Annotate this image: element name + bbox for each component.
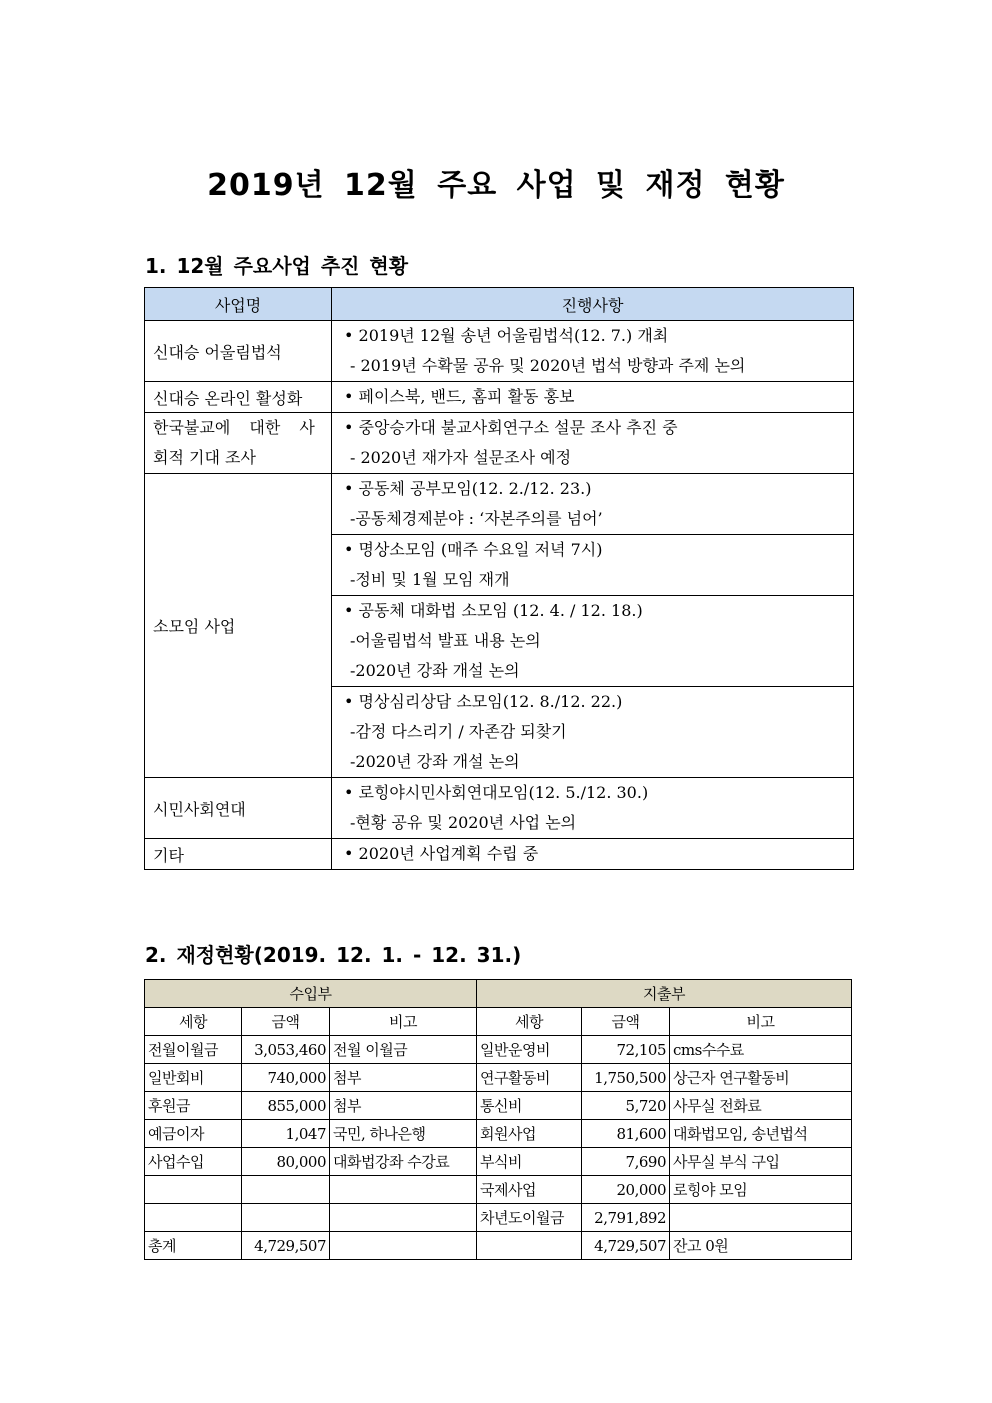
table-row [145, 1036, 852, 1064]
table-row [145, 1092, 852, 1120]
progress-cell [332, 413, 854, 474]
expense-item: 차년도이월금 [477, 1204, 582, 1232]
section-1-heading: 1. 12월 주요사업 추진 현황 [145, 254, 409, 278]
progress-line: • 중앙승가대 불교사회연구소 설문 조사 추진 중 [344, 418, 678, 437]
business-name-line: 회적 기대 조사 [153, 448, 256, 467]
progress-cell [332, 839, 854, 870]
column-header-item: 세항 [477, 1008, 582, 1036]
progress-line: -정비 및 1월 모임 재개 [350, 570, 510, 589]
expense-item [477, 1232, 582, 1260]
progress-cell [332, 687, 854, 778]
column-header-progress: 진행사항 [332, 288, 854, 321]
table-row [145, 413, 854, 474]
income-note: 국민, 하나은행 [330, 1120, 477, 1148]
progress-line: • 공동체 공부모임(12. 2./12. 23.) [344, 479, 592, 498]
income-amount: 855,000 [242, 1092, 330, 1120]
income-item: 총계 [145, 1232, 242, 1260]
progress-line: -현황 공유 및 2020년 사업 논의 [350, 813, 577, 832]
expense-amount: 7,690 [582, 1148, 670, 1176]
table-row [145, 1064, 852, 1092]
income-note: 전월 이월금 [330, 1036, 477, 1064]
business-name: 신대승 어울림법석 [145, 321, 332, 382]
progress-line: -공동체경제분야 : ‘자본주의를 넘어’ [350, 509, 603, 528]
progress-cell [332, 535, 854, 596]
expense-note: 사무실 전화료 [670, 1092, 852, 1120]
income-item [145, 1204, 242, 1232]
expense-amount: 4,729,507 [582, 1232, 670, 1260]
table-row [145, 1176, 852, 1204]
expense-item: 연구활동비 [477, 1064, 582, 1092]
income-note [330, 1232, 477, 1260]
table-row [145, 778, 854, 839]
business-progress-table [144, 287, 854, 870]
expense-item: 회원사업 [477, 1120, 582, 1148]
progress-line: • 명상소모임 (매주 수요일 저녁 7시) [344, 540, 603, 559]
business-name: 시민사회연대 [145, 778, 332, 839]
progress-line: - 2019년 수확물 공유 및 2020년 법석 방향과 주제 논의 [350, 356, 746, 375]
income-item: 일반회비 [145, 1064, 242, 1092]
income-item [145, 1176, 242, 1204]
table-row [145, 1120, 852, 1148]
table-row [145, 1204, 852, 1232]
expense-amount: 20,000 [582, 1176, 670, 1204]
income-note: 첨부 [330, 1064, 477, 1092]
business-name: 신대승 온라인 활성화 [145, 382, 332, 413]
income-item: 예금이자 [145, 1120, 242, 1148]
progress-line: • 로힝야시민사회연대모임(12. 5./12. 30.) [344, 783, 649, 802]
column-header-amount: 금액 [582, 1008, 670, 1036]
table-row [145, 382, 854, 413]
expense-amount: 5,720 [582, 1092, 670, 1120]
income-item: 사업수입 [145, 1148, 242, 1176]
income-amount: 3,053,460 [242, 1036, 330, 1064]
progress-line: -어울림법석 발표 내용 논의 [350, 631, 541, 650]
expense-header: 지출부 [477, 980, 852, 1008]
progress-line: -2020년 강좌 개설 논의 [350, 752, 520, 771]
expense-item: 국제사업 [477, 1176, 582, 1204]
expense-amount: 81,600 [582, 1120, 670, 1148]
expense-note: 로힝야 모임 [670, 1176, 852, 1204]
expense-note: 사무실 부식 구입 [670, 1148, 852, 1176]
expense-item: 부식비 [477, 1148, 582, 1176]
expense-amount: 1,750,500 [582, 1064, 670, 1092]
expense-note: 잔고 0원 [670, 1232, 852, 1260]
progress-cell [332, 778, 854, 839]
progress-cell [332, 321, 854, 382]
expense-amount: 2,791,892 [582, 1204, 670, 1232]
business-name [145, 413, 332, 474]
expense-note [670, 1204, 852, 1232]
column-header-note: 비고 [330, 1008, 477, 1036]
income-amount [242, 1204, 330, 1232]
column-header-row [145, 1008, 852, 1036]
income-amount: 740,000 [242, 1064, 330, 1092]
table-row [145, 474, 854, 535]
column-header-name: 사업명 [145, 288, 332, 321]
progress-line: • 2019년 12월 송년 어울림법석(12. 7.) 개최 [344, 326, 669, 345]
finance-table [144, 979, 852, 1260]
progress-cell [332, 596, 854, 687]
progress-line: • 공동체 대화법 소모임 (12. 4. / 12. 18.) [344, 601, 643, 620]
page-title: 2019년 12월 주요 사업 및 재정 현황 [207, 168, 785, 203]
progress-cell [332, 382, 854, 413]
income-header: 수입부 [145, 980, 477, 1008]
progress-line: - 2020년 재가자 설문조사 예정 [350, 448, 572, 467]
progress-line: -2020년 강좌 개설 논의 [350, 661, 520, 680]
income-note: 대화법강좌 수강료 [330, 1148, 477, 1176]
income-item: 전월이월금 [145, 1036, 242, 1064]
income-note [330, 1204, 477, 1232]
income-item: 후원금 [145, 1092, 242, 1120]
expense-note: 대화법모임, 송년법석 [670, 1120, 852, 1148]
income-amount [242, 1176, 330, 1204]
table-header-row [145, 288, 854, 321]
progress-line: • 2020년 사업계획 수립 중 [344, 844, 539, 863]
income-note: 첨부 [330, 1092, 477, 1120]
column-header-note: 비고 [670, 1008, 852, 1036]
column-header-item: 세항 [145, 1008, 242, 1036]
total-row [145, 1232, 852, 1260]
income-amount: 4,729,507 [242, 1232, 330, 1260]
progress-line: • 페이스북, 밴드, 홈피 활동 홍보 [344, 387, 575, 406]
section-2-heading: 2. 재정현황(2019. 12. 1. - 12. 31.) [145, 943, 522, 967]
expense-note: 상근자 연구활동비 [670, 1064, 852, 1092]
table-row [145, 1148, 852, 1176]
column-header-amount: 금액 [242, 1008, 330, 1036]
expense-item: 통신비 [477, 1092, 582, 1120]
progress-line: -감정 다스리기 / 자존감 되찾기 [350, 722, 567, 741]
group-header-row [145, 980, 852, 1008]
progress-line: • 명상심리상담 소모임(12. 8./12. 22.) [344, 692, 623, 711]
business-name: 소모임 사업 [145, 474, 332, 778]
income-note [330, 1176, 477, 1204]
income-amount: 1,047 [242, 1120, 330, 1148]
expense-note: cms수수료 [670, 1036, 852, 1064]
progress-cell [332, 474, 854, 535]
business-name-line: 한국불교에 대한 사 [153, 418, 315, 437]
table-row [145, 321, 854, 382]
table-row [145, 839, 854, 870]
expense-amount: 72,105 [582, 1036, 670, 1064]
expense-item: 일반운영비 [477, 1036, 582, 1064]
income-amount: 80,000 [242, 1148, 330, 1176]
business-name: 기타 [145, 839, 332, 870]
